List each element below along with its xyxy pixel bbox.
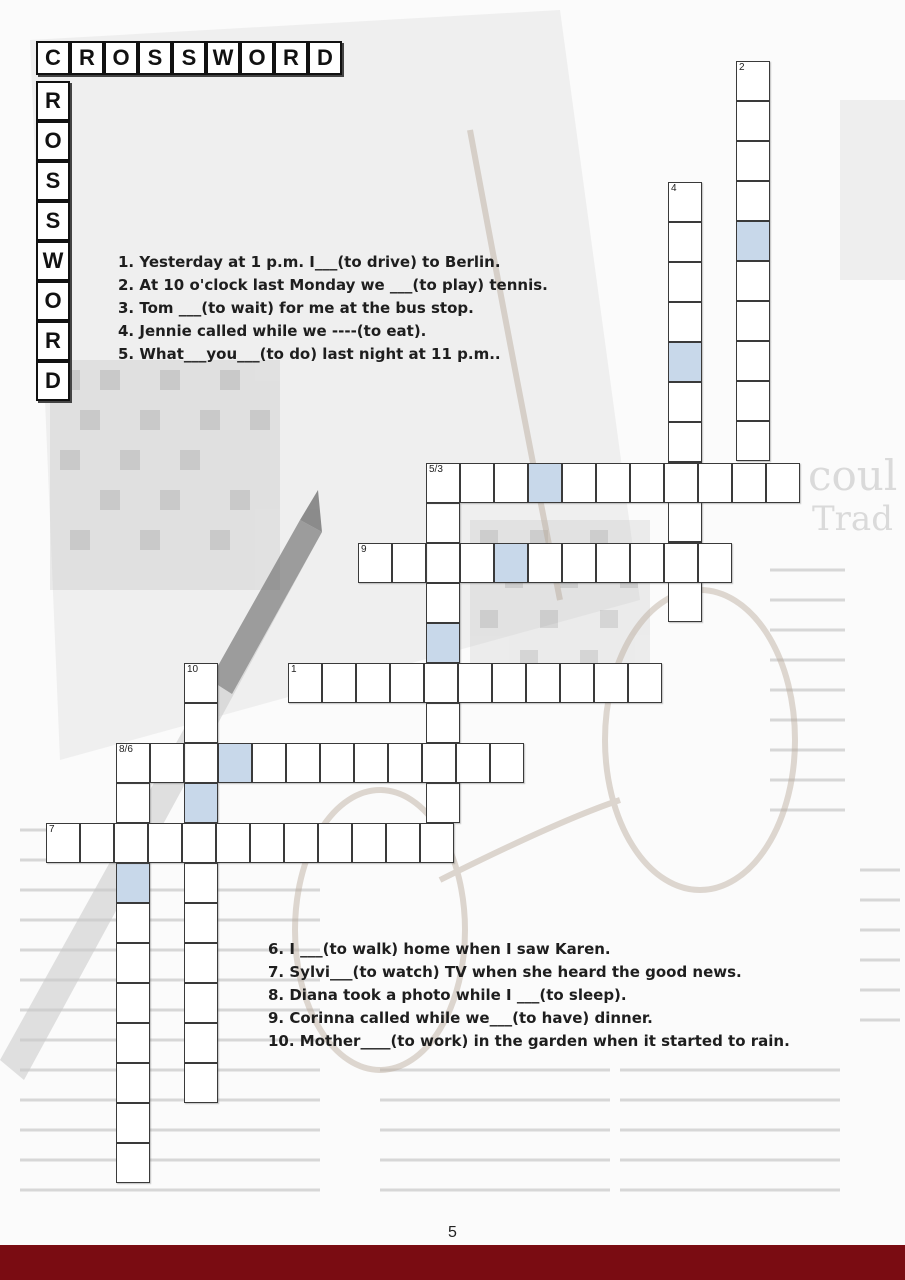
- crossword-cell[interactable]: [184, 943, 218, 983]
- title-letter-across: W: [206, 41, 240, 75]
- crossword-cell[interactable]: [668, 502, 702, 542]
- crossword-cell[interactable]: [526, 663, 560, 703]
- crossword-cell[interactable]: [184, 703, 218, 743]
- crossword-cell-highlighted[interactable]: [426, 623, 460, 663]
- clue-item: 3. Tom ___(to wait) for me at the bus stop.: [118, 299, 474, 317]
- crossword-cell[interactable]: [456, 743, 490, 783]
- crossword-cell[interactable]: [628, 663, 662, 703]
- crossword-cell[interactable]: [698, 543, 732, 583]
- crossword-cell[interactable]: [460, 543, 494, 583]
- crossword-cell[interactable]: [668, 302, 702, 342]
- clue-item: 1. Yesterday at 1 p.m. I___(to drive) to Berlin.: [118, 253, 501, 271]
- crossword-cell[interactable]: [352, 823, 386, 863]
- crossword-cell[interactable]: [184, 863, 218, 903]
- crossword-cell[interactable]: [358, 543, 392, 583]
- crossword-cell[interactable]: [494, 463, 528, 503]
- title-letter-across: C: [36, 41, 70, 75]
- title-letter-across: O: [240, 41, 274, 75]
- crossword-cell[interactable]: [252, 743, 286, 783]
- crossword-cell[interactable]: [182, 823, 216, 863]
- crossword-cell-highlighted[interactable]: [184, 783, 218, 823]
- crossword-cell[interactable]: [420, 823, 454, 863]
- title-letter-down: S: [36, 161, 70, 201]
- title-letter-down: O: [36, 281, 70, 321]
- crossword-cell[interactable]: [426, 703, 460, 743]
- footer-bar: [0, 1245, 905, 1280]
- crossword-cell[interactable]: [562, 543, 596, 583]
- crossword-cell[interactable]: [426, 463, 460, 503]
- title-letter-down: O: [36, 121, 70, 161]
- title-letter-down: D: [36, 361, 70, 401]
- clues-list-bottom: [268, 938, 790, 1053]
- crossword-cell-highlighted[interactable]: [218, 743, 252, 783]
- crossword-cell[interactable]: [116, 783, 150, 823]
- crossword-cell[interactable]: [184, 983, 218, 1023]
- crossword-cell[interactable]: [426, 543, 460, 583]
- crossword-cell[interactable]: [386, 823, 420, 863]
- crossword-cell[interactable]: [392, 543, 426, 583]
- crossword-cell[interactable]: [560, 663, 594, 703]
- clue-item: 5. What___you___(to do) last night at 11 p.m..: [118, 345, 501, 363]
- crossword-cell[interactable]: [116, 743, 150, 783]
- crossword-cell[interactable]: [562, 463, 596, 503]
- crossword-cell[interactable]: [116, 1063, 150, 1103]
- crossword-cell[interactable]: [732, 463, 766, 503]
- crossword-cell[interactable]: [116, 943, 150, 983]
- crossword-cell[interactable]: [46, 823, 80, 863]
- crossword-cell[interactable]: [322, 663, 356, 703]
- crossword-cell[interactable]: [664, 543, 698, 583]
- crossword-cell[interactable]: [114, 823, 148, 863]
- crossword-cell[interactable]: [184, 1063, 218, 1103]
- crossword-cell[interactable]: [116, 1103, 150, 1143]
- crossword-cell[interactable]: [664, 463, 698, 503]
- crossword-cell[interactable]: [460, 463, 494, 503]
- crossword-cell[interactable]: [216, 823, 250, 863]
- clue-number-label: 1: [291, 664, 297, 675]
- crossword-cell[interactable]: [668, 222, 702, 262]
- crossword-cell[interactable]: [426, 583, 460, 623]
- crossword-cell[interactable]: [736, 341, 770, 381]
- crossword-cell-highlighted[interactable]: [494, 543, 528, 583]
- clue-item: 2. At 10 o'clock last Monday we ___(to play) tennis.: [118, 276, 548, 294]
- title-letter-down: S: [36, 201, 70, 241]
- crossword-cell[interactable]: [630, 543, 664, 583]
- crossword-cell[interactable]: [736, 101, 770, 141]
- crossword-cell[interactable]: [736, 261, 770, 301]
- title-letter-across: R: [274, 41, 308, 75]
- crossword-cell[interactable]: [116, 983, 150, 1023]
- crossword-cell[interactable]: [528, 543, 562, 583]
- crossword-cell[interactable]: [668, 262, 702, 302]
- title-letter-down: W: [36, 241, 70, 281]
- crossword-cell[interactable]: [250, 823, 284, 863]
- crossword-cell[interactable]: [668, 382, 702, 422]
- crossword-cell[interactable]: [492, 663, 526, 703]
- crossword-cell[interactable]: [736, 381, 770, 421]
- crossword-cell[interactable]: [80, 823, 114, 863]
- crossword-cell[interactable]: [426, 783, 460, 823]
- crossword-cell[interactable]: [630, 463, 664, 503]
- crossword-cell[interactable]: [116, 903, 150, 943]
- crossword-cell[interactable]: [184, 1023, 218, 1063]
- svg-text:coul: coul: [808, 451, 898, 500]
- crossword-cell[interactable]: [388, 743, 422, 783]
- crossword-cell[interactable]: [490, 743, 524, 783]
- crossword-cell[interactable]: [736, 301, 770, 341]
- crossword-cell[interactable]: [116, 1023, 150, 1063]
- crossword-cell[interactable]: [596, 463, 630, 503]
- crossword-cell[interactable]: [422, 743, 456, 783]
- crossword-cell[interactable]: [668, 582, 702, 622]
- crossword-cell[interactable]: [766, 463, 800, 503]
- crossword-cell[interactable]: [150, 743, 184, 783]
- crossword-cell[interactable]: [148, 823, 182, 863]
- crossword-cell-highlighted[interactable]: [116, 863, 150, 903]
- crossword-cell[interactable]: [698, 463, 732, 503]
- crossword-cell[interactable]: [184, 743, 218, 783]
- clue-item: 4. Jennie called while we ----(to eat).: [118, 322, 427, 340]
- title-letter-across: R: [70, 41, 104, 75]
- clue-item: 10. Mother____(to work) in the garden when it started to rain.: [268, 1032, 790, 1050]
- crossword-cell-highlighted[interactable]: [528, 463, 562, 503]
- clue-number-label: 9: [361, 544, 367, 555]
- crossword-cell[interactable]: [116, 1143, 150, 1183]
- crossword-cell[interactable]: [668, 182, 702, 222]
- crossword-cell[interactable]: [184, 903, 218, 943]
- crossword-cell[interactable]: [736, 141, 770, 181]
- clue-number-label: 2: [739, 62, 745, 73]
- crossword-cell[interactable]: [596, 543, 630, 583]
- clue-item: 7. Sylvi___(to watch) TV when she heard the good news.: [268, 963, 742, 981]
- clue-item: 8. Diana took a photo while I ___(to sleep).: [268, 986, 627, 1004]
- crossword-cell[interactable]: [426, 503, 460, 543]
- crossword-cell-highlighted[interactable]: [736, 221, 770, 261]
- title-letter-across: S: [138, 41, 172, 75]
- clue-item: 6. I ___(to walk) home when I saw Karen.: [268, 940, 611, 958]
- crossword-cell[interactable]: [736, 421, 770, 461]
- crossword-cell[interactable]: [288, 663, 322, 703]
- clue-number-label: 4: [671, 183, 677, 194]
- crossword-cell-highlighted[interactable]: [668, 342, 702, 382]
- crossword-cell[interactable]: [458, 663, 492, 703]
- crossword-cell[interactable]: [284, 823, 318, 863]
- clue-number-label: 8/6: [119, 744, 133, 755]
- crossword-cell[interactable]: [184, 663, 218, 703]
- crossword-cell[interactable]: [390, 663, 424, 703]
- clue-item: 9. Corinna called while we___(to have) dinner.: [268, 1009, 653, 1027]
- title-letter-down: R: [36, 81, 70, 121]
- clue-number-label: 10: [187, 664, 199, 675]
- crossword-cell[interactable]: [736, 61, 770, 101]
- crossword-cell[interactable]: [356, 663, 390, 703]
- crossword-cell[interactable]: [424, 663, 458, 703]
- title-letter-across: D: [308, 41, 342, 75]
- title-letter-across: O: [104, 41, 138, 75]
- title-letter-across: S: [172, 41, 206, 75]
- crossword-cell[interactable]: [354, 743, 388, 783]
- crossword-cell[interactable]: [320, 743, 354, 783]
- crossword-cell[interactable]: [318, 823, 352, 863]
- clue-number-label: 5/3: [429, 464, 443, 475]
- crossword-cell[interactable]: [594, 663, 628, 703]
- crossword-cell[interactable]: [736, 181, 770, 221]
- crossword-cell[interactable]: [668, 422, 702, 462]
- svg-text:Trad: Trad: [812, 499, 893, 539]
- clue-number-label: 7: [49, 824, 55, 835]
- page-number: 5: [448, 1224, 457, 1241]
- title-letter-down: R: [36, 321, 70, 361]
- crossword-cell[interactable]: [286, 743, 320, 783]
